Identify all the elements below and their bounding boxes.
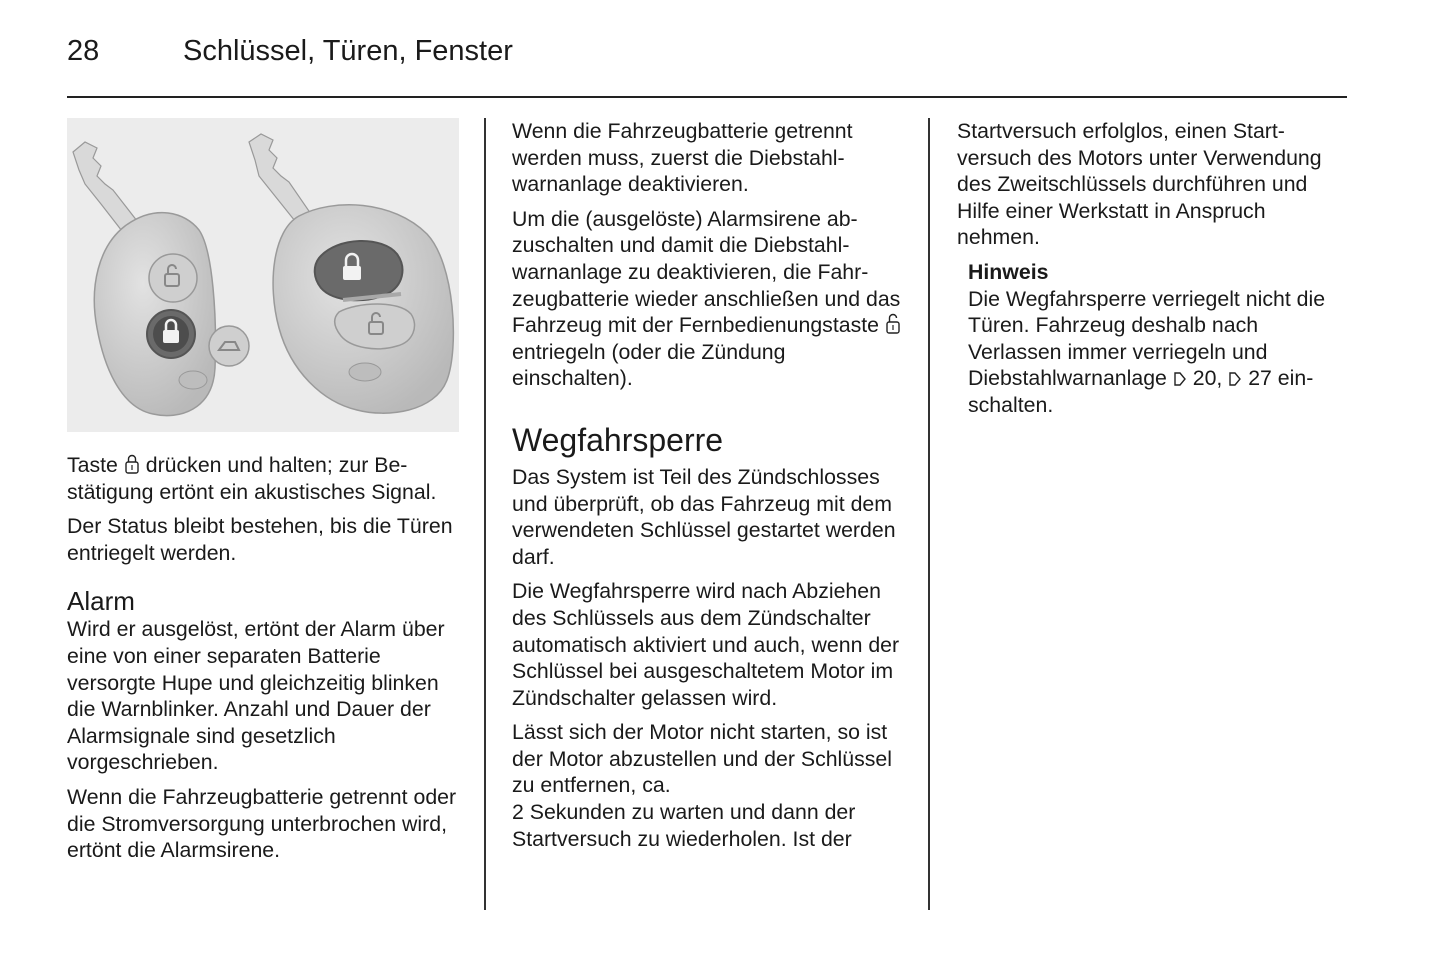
key-fobs-illustration <box>67 118 459 432</box>
paragraph: Lässt sich der Motor nicht starten, so ist der Motor abzustellen und der Schlüssel zu entfernen, ca. <box>512 720 893 798</box>
cross-reference-arrow-icon <box>1173 370 1187 388</box>
lock-button-icon <box>124 453 140 475</box>
note-heading: Hinweis <box>968 259 1049 284</box>
text-run: Um die (ausgelöste) Alarmsirene abzuschalten und damit die Diebstahlwarnanlage zu deaktivieren, die Fahrzeugbatterie wieder anschließen und das Fahrzeug mit der Fernbedienungstaste <box>512 206 901 338</box>
note-text <box>968 286 1352 419</box>
cross-reference-arrow-icon <box>1228 370 1242 388</box>
column-1 <box>67 118 462 872</box>
paragraph: Die Wegfahrsperre wird nach Abziehen des Schlüssels aus dem Zündschalter automatisch aktiviert und auch, wenn der Schlüssel bei ausgeschaltetem Motor im Zündschalter gelassen wird. <box>512 579 900 710</box>
paragraph <box>512 206 912 392</box>
page-title: Schlüssel, Türen, Fenster <box>183 35 513 67</box>
key-fob-right <box>273 205 453 413</box>
section-heading-wegfahrsperre: Wegfahrsperre <box>512 421 724 458</box>
page-reference: 27 einschalten. <box>968 366 1314 417</box>
page-number: 28 <box>67 35 100 67</box>
text-run: entriegeln (oder die Zündung einschalten). <box>512 339 786 391</box>
text-run: Die Wegfahrsperre verriegelt nicht die Türen. Fahrzeug deshalb nach Verlassen immer verriegeln und Diebstahlwarnanlage <box>968 286 1326 391</box>
paragraph: Der Status bleibt bestehen, bis die Türen entriegelt werden. <box>67 514 453 565</box>
key-fobs-drawing <box>67 118 459 432</box>
page-header <box>67 32 1347 98</box>
paragraph: Wird er ausgelöst, ertönt der Alarm über eine von einer separaten Batterie versorgte Hupe und gleichzeitig blinken die Warnblinker. Anzahl und Dauer der Alarmsignale sind gesetzlich vorgeschrieben. <box>67 617 445 775</box>
key-blade-right <box>249 134 311 226</box>
key-fob-left <box>94 213 249 416</box>
paragraph: Das System ist Teil des Zündschlosses und überprüft, ob das Fahrzeug mit dem verwendeten Schlüssel gestartet werden darf. <box>512 464 896 569</box>
paragraph: Startversuch erfolglos, einen Startversuch des Motors unter Verwendung des Zweitschlüssels durchführen und Hilfe einer Werkstatt in Anspruch nehmen. <box>957 119 1322 250</box>
column-divider <box>928 118 930 910</box>
paragraph: 2 Sekunden zu warten und dann der Startversuch zu wiederholen. Ist der <box>512 800 856 851</box>
paragraph: Wenn die Fahrzeugbatterie getrennt werden muss, zuerst die Diebstahlwarnanlage deaktivieren. <box>512 119 853 197</box>
note-box <box>957 259 1352 419</box>
column-3 <box>957 118 1352 427</box>
column-2 <box>512 118 912 860</box>
column-divider <box>484 118 486 910</box>
text-run: drücken und halten; zur Bestätigung ertönt ein akustisches Signal. <box>67 453 437 504</box>
paragraph <box>67 452 462 505</box>
text-run: Taste <box>67 453 124 477</box>
page-reference: 20, <box>1186 366 1229 391</box>
section-heading-alarm: Alarm <box>67 586 135 617</box>
unlock-button-icon <box>885 313 901 335</box>
paragraph: Wenn die Fahrzeugbatterie getrennt oder die Stromversorgung unterbrochen wird, ertönt die Alarmsirene. <box>67 784 457 863</box>
